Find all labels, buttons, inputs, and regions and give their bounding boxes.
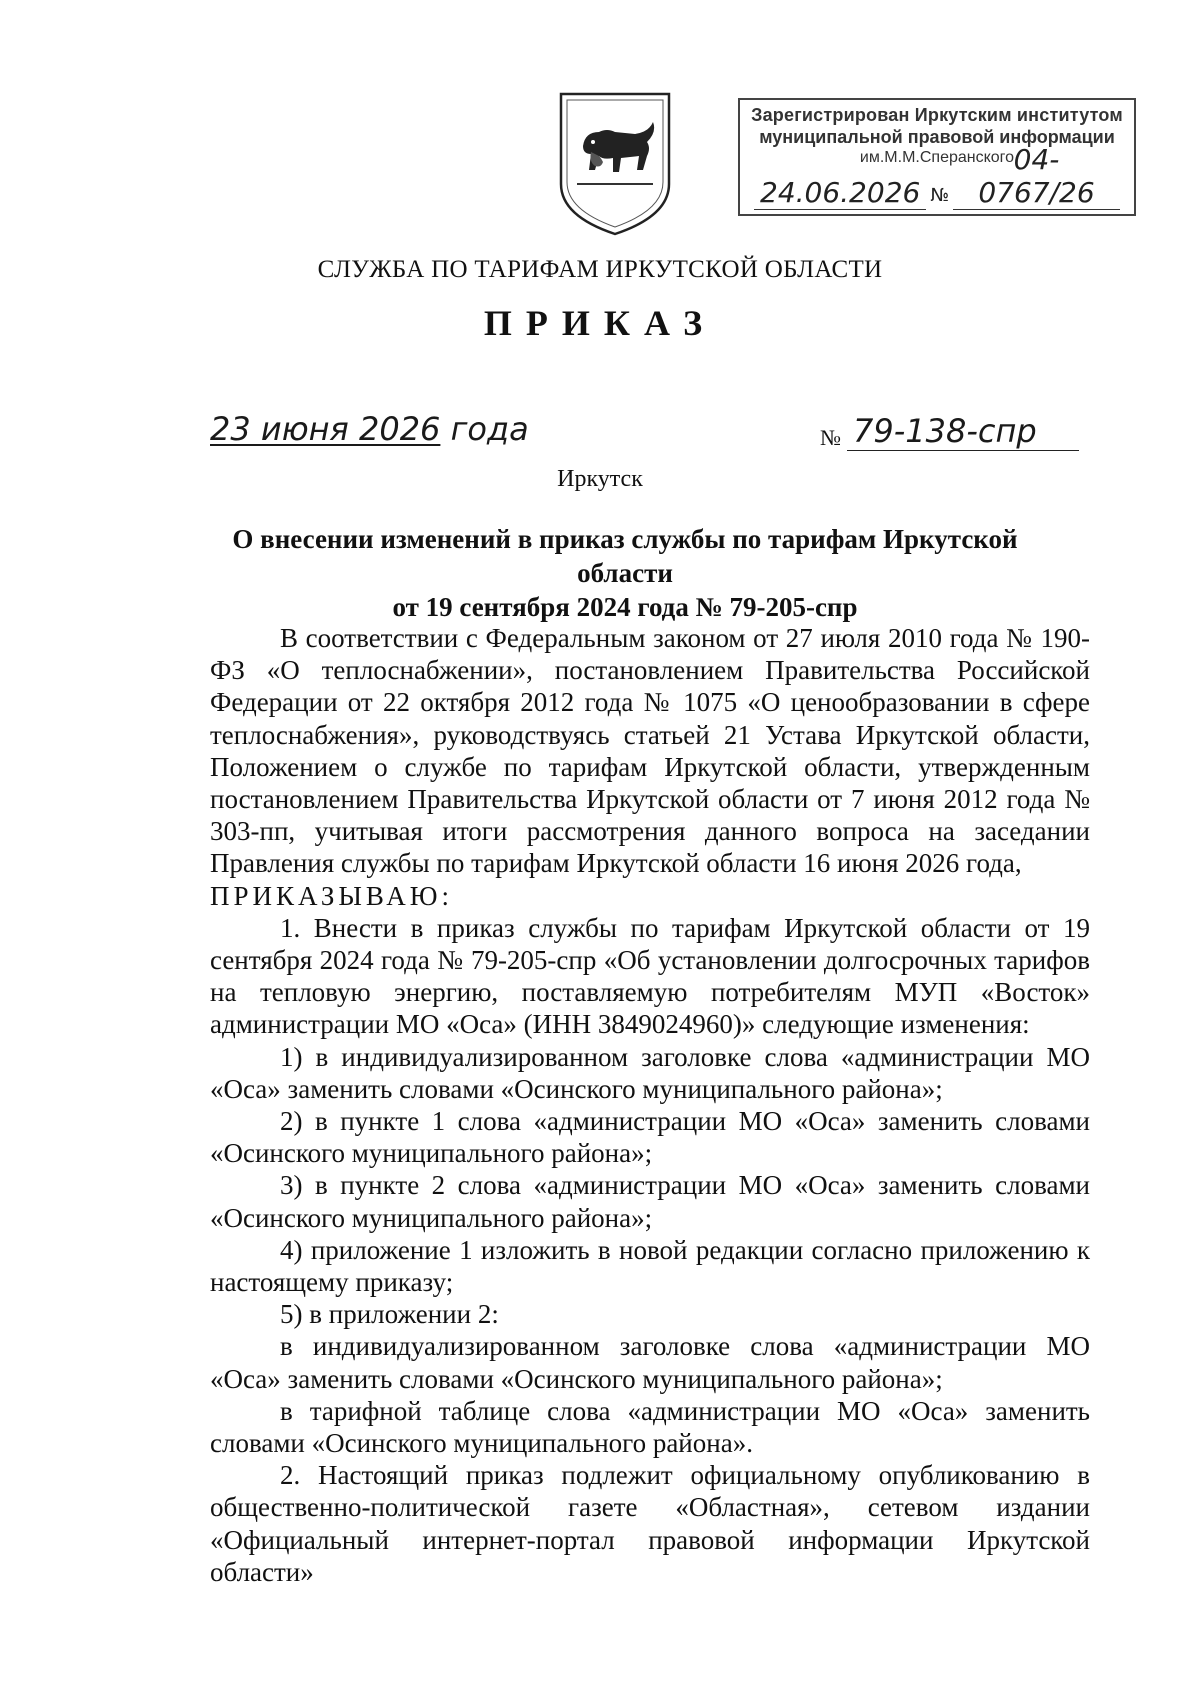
coat-of-arms-emblem xyxy=(555,88,675,238)
stamp-registration-number: 04-0767/26 xyxy=(953,143,1120,210)
stamp-line-1: Зарегистрирован Иркутским институтом xyxy=(751,105,1123,125)
city-name: Иркутск xyxy=(557,466,643,492)
stamp-number-sign: № xyxy=(930,185,950,206)
item-2-paragraph: 2. Настоящий приказ подлежит официальному опубликованию в общественно-политической газете «Областная», сетевом издании «Официальный интернет-портал правовой информации Иркутской области» xyxy=(210,1460,1090,1587)
order-body xyxy=(210,622,1090,1588)
subitem-3-paragraph: 3) в пункте 2 слова «администрации МО «Оса» заменить словами «Осинского муниципального района»; xyxy=(210,1170,1090,1233)
document-type-title: ПРИКАЗ xyxy=(483,303,717,343)
registration-stamp xyxy=(738,98,1136,216)
preamble-paragraph: В соответствии с Федеральным законом от 27 июля 2010 года № 190-ФЗ «О теплоснабжении», постановлением Правительства Российской Федерации от 22 октября 2012 года № 1075 «О ценообразовании в сфере теплоснабжения», руководствуясь статьей 21 Устава Иркутской области, Положением о службе по тарифам Иркутской области, утвержденным постановлением Правительства Иркутской области от 7 июня 2012 года № 303-пп, учитывая итоги рассмотрения данного вопроса на заседании Правления службы по тарифам Иркутской области 16 июня 2026 года, xyxy=(210,623,1090,879)
order-date xyxy=(210,410,529,448)
order-date-handwritten: 23 июня 2026 xyxy=(210,410,441,448)
item-1-paragraph: 1. Внести в приказ службы по тарифам Иркутской области от 19 сентября 2024 года № 79-205-спр «Об установлении долгосрочных тарифов на тепловую энергию, поставляемую потребителям МУП «Восток» администрации МО «Оса» (ИНН 3849024960)» следующие изменения: xyxy=(210,912,1090,1040)
order-heading-line-1: О внесении изменений в приказ службы по тарифам Иркутской области xyxy=(232,524,1018,588)
subitem-1-paragraph: 1) в индивидуализированном заголовке слова «администрации МО «Оса» заменить словами «Осинского муниципального района»; xyxy=(210,1041,1090,1104)
subitem-5-paragraph: 5) в приложении 2: xyxy=(280,1299,499,1330)
subitem-2-paragraph: 2) в пункте 1 слова «администрации МО «Оса» заменить словами «Осинского муниципального района»; xyxy=(210,1106,1090,1169)
order-heading xyxy=(190,522,1060,624)
order-number xyxy=(820,412,1079,451)
agency-name: СЛУЖБА ПО ТАРИФАМ ИРКУТСКОЙ ОБЛАСТИ xyxy=(317,256,883,283)
subitem-4-paragraph: 4) приложение 1 изложить в новой редакции согласно приложению к настоящему приказу; xyxy=(210,1234,1090,1298)
order-word: ПРИКАЗЫВАЮ: xyxy=(210,880,453,911)
order-number-handwritten: 79-138-спр xyxy=(847,412,1079,451)
subitem-5b-paragraph: в тарифной таблице слова «администрации МО «Оса» заменить словами «Осинского муниципального района». xyxy=(210,1395,1090,1459)
order-date-suffix: года xyxy=(450,410,529,448)
stamp-registration-date: 24.06.2026 xyxy=(754,176,926,210)
subitem-5a-paragraph: в индивидуализированном заголовке слова «администрации МО «Оса» заменить словами «Осинского муниципального района»; xyxy=(210,1331,1090,1394)
stamp-line-2: муниципальной правовой информации xyxy=(759,127,1115,147)
order-heading-line-2: от 19 сентября 2024 года № 79-205-спр xyxy=(392,592,858,622)
order-number-sign: № xyxy=(820,425,841,450)
stamp-line-3: им.М.М.Сперанского xyxy=(859,149,1015,166)
